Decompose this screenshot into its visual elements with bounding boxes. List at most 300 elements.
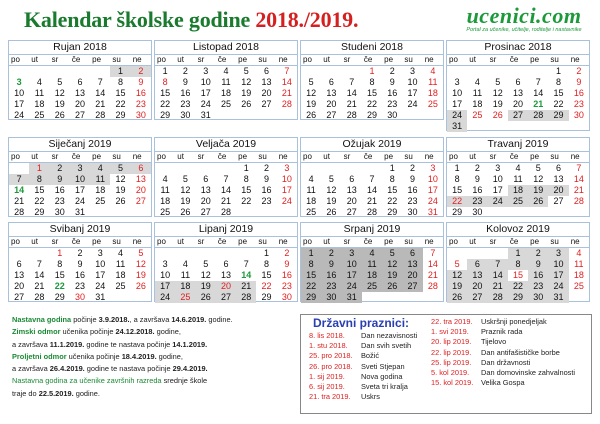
day-cell: 6 — [264, 66, 270, 76]
month-11 — [300, 222, 444, 302]
day-cell: 12 — [180, 185, 191, 195]
weekday-label: ne — [424, 55, 434, 64]
day-cell: 8 — [29, 174, 49, 185]
day-cell: 25 — [220, 99, 231, 109]
empty-day-cell — [155, 248, 175, 259]
day-cell: 1 — [369, 66, 375, 76]
day-grid — [447, 163, 589, 218]
day-cell: 3 — [495, 163, 501, 173]
day-cell: 12 — [447, 270, 467, 281]
weekday-label: ut — [31, 152, 38, 161]
day-cell: 22 — [508, 281, 528, 292]
weekday-label: ne — [132, 152, 142, 161]
day-cell: 21 — [488, 281, 508, 292]
day-cell: 14 — [95, 88, 106, 98]
day-cell: 31 — [200, 110, 211, 120]
day-cell: 8 — [264, 259, 270, 269]
title-text: Kalendar školske godine — [24, 7, 251, 32]
day-cell: 29 — [115, 110, 126, 120]
day-cell: 16 — [135, 88, 146, 98]
day-cell: 4 — [36, 77, 42, 87]
day-cell: 13 — [553, 174, 564, 184]
weekday-label: sr — [489, 237, 497, 246]
day-cell: 12 — [135, 259, 146, 269]
day-cell: 15 — [553, 88, 564, 98]
empty-day-cell — [216, 163, 236, 174]
day-cell: 27 — [346, 207, 357, 217]
day-cell: 30 — [472, 207, 483, 217]
note-line: Nastavna godina za učenike završnih razreda srednje škole — [12, 376, 208, 386]
holiday-name: Sveta tri kralja — [361, 382, 408, 392]
day-cell: 16 — [573, 88, 584, 98]
weekday-label: su — [258, 237, 267, 246]
empty-day-cell — [175, 163, 195, 174]
weekday-label: ut — [177, 237, 184, 246]
day-cell: 28 — [95, 110, 106, 120]
weekday-label: su — [550, 152, 559, 161]
day-cell: 30 — [54, 207, 65, 217]
weekday-label: ut — [323, 55, 330, 64]
day-cell: 21 — [346, 99, 357, 109]
day-cell: 13 — [74, 88, 85, 98]
day-cell: 11 — [472, 88, 483, 98]
month-name: Rujan 2018 — [53, 41, 107, 53]
day-cell: 8 — [162, 77, 168, 87]
weekday-header — [155, 236, 297, 248]
day-cell: 18 — [175, 281, 195, 292]
day-cell: 17 — [74, 185, 85, 195]
day-cell: 22 — [261, 281, 272, 291]
day-cell: 5 — [110, 163, 130, 174]
day-cell: 9 — [321, 259, 341, 270]
day-cell: 10 — [492, 174, 503, 184]
day-cell: 4 — [118, 248, 124, 258]
day-cell: 25 — [34, 110, 45, 120]
day-cell: 14 — [573, 174, 584, 184]
weekday-label: če — [509, 152, 519, 161]
day-cell: 19 — [382, 270, 402, 281]
day-cell: 29 — [387, 207, 398, 217]
weekday-label: če — [509, 237, 519, 246]
day-cell: 27 — [467, 292, 487, 303]
day-cell: 1 — [29, 163, 49, 174]
day-cell: 24 — [407, 99, 418, 109]
day-cell: 14 — [241, 270, 252, 280]
holiday-date: 1. stu 2018. — [309, 341, 348, 351]
day-cell: 1 — [243, 163, 249, 173]
day-cell: 26 — [447, 292, 467, 303]
empty-day-cell — [9, 248, 29, 259]
day-cell: 2 — [77, 248, 83, 258]
month-7 — [300, 137, 444, 217]
day-cell: 12 — [382, 259, 402, 270]
day-cell: 19 — [447, 281, 467, 292]
weekday-label: po — [157, 55, 166, 64]
day-cell: 8 — [389, 174, 395, 184]
day-cell: 5 — [57, 77, 63, 87]
day-cell: 18 — [427, 88, 438, 98]
weekday-label: pe — [238, 55, 248, 64]
day-cell: 12 — [326, 185, 337, 195]
day-cell: 6 — [467, 259, 487, 270]
day-cell: 27 — [508, 110, 528, 121]
day-cell: 3 — [430, 163, 436, 173]
holiday-name: Tijelovo — [481, 337, 507, 347]
day-cell: 28 — [281, 99, 292, 109]
weekday-header — [155, 54, 297, 66]
day-cell: 23 — [467, 196, 487, 207]
day-cell: 8 — [508, 259, 528, 270]
day-cell: 23 — [321, 281, 341, 292]
day-cell: 29 — [366, 110, 377, 120]
day-cell: 19 — [115, 185, 126, 195]
day-cell: 27 — [74, 110, 85, 120]
day-cell: 24 — [342, 281, 362, 292]
day-cell: 11 — [115, 259, 126, 269]
holiday-name: Nova godina — [361, 371, 403, 381]
weekday-label: sr — [51, 55, 59, 64]
day-cell: 7 — [9, 174, 29, 185]
weekday-label: pe — [92, 55, 102, 64]
month-name: Svibanj 2019 — [49, 223, 111, 235]
day-cell: 16 — [180, 88, 191, 98]
day-cell: 24 — [200, 99, 211, 109]
month-name: Prosinac 2018 — [484, 41, 552, 53]
day-cell: 19 — [528, 185, 548, 196]
month-name: Travanj 2019 — [487, 138, 549, 150]
day-cell: 1 — [508, 248, 528, 259]
weekday-label: sr — [51, 237, 59, 246]
day-cell: 4 — [474, 77, 480, 87]
holiday-item — [431, 327, 575, 337]
day-grid — [447, 248, 589, 303]
holiday-item — [431, 358, 575, 368]
month-1 — [8, 40, 152, 120]
weekday-header — [301, 151, 443, 163]
day-cell: 8 — [57, 259, 63, 269]
day-cell: 11 — [34, 88, 45, 98]
day-cell: 10 — [95, 259, 106, 269]
weekday-header — [9, 54, 151, 66]
day-cell: 13 — [200, 185, 211, 195]
day-cell: 22 — [115, 99, 126, 109]
weekday-label: pe — [530, 152, 540, 161]
weekday-label: če — [509, 55, 519, 64]
month-name: Siječanj 2019 — [48, 138, 112, 150]
day-cell: 18 — [95, 185, 106, 195]
day-cell: 11 — [574, 259, 584, 269]
month-name: Srpanj 2019 — [343, 223, 401, 235]
day-grid — [447, 66, 589, 132]
empty-day-cell — [447, 66, 467, 77]
day-cell: 31 — [95, 292, 106, 302]
weekday-label: po — [11, 55, 20, 64]
empty-day-cell — [155, 163, 175, 174]
day-cell: 27 — [553, 196, 564, 206]
day-cell: 15 — [115, 88, 126, 98]
weekday-label: po — [303, 237, 312, 246]
empty-day-cell — [70, 66, 90, 77]
day-cell: 24 — [74, 196, 85, 206]
day-cell: 3 — [70, 163, 90, 174]
day-cell: 16 — [74, 270, 85, 280]
day-cell: 4 — [362, 248, 382, 259]
day-cell: 26 — [492, 110, 503, 120]
month-name: Listopad 2018 — [193, 41, 259, 53]
day-cell: 15 — [452, 185, 463, 195]
day-cell: 4 — [430, 66, 436, 76]
holiday-item — [309, 392, 417, 402]
weekday-label: po — [449, 55, 458, 64]
day-cell: 13 — [467, 270, 487, 281]
holiday-name: Dan domovinske zahvalnosti — [481, 368, 576, 378]
day-cell: 22 — [366, 99, 377, 109]
weekday-label: pe — [530, 55, 540, 64]
day-cell: 17 — [14, 99, 25, 109]
day-cell: 2 — [389, 66, 395, 76]
day-cell: 26 — [135, 281, 146, 291]
day-cell: 27 — [200, 207, 211, 217]
day-cell: 15 — [366, 88, 377, 98]
day-cell: 4 — [308, 174, 314, 184]
holiday-date: 26. pro 2018. — [309, 361, 353, 371]
day-cell: 18 — [34, 99, 45, 109]
day-cell: 22 — [241, 196, 252, 206]
day-cell: 28 — [528, 110, 548, 121]
day-cell: 18 — [508, 185, 528, 196]
day-cell: 17 — [95, 270, 106, 280]
empty-day-cell — [321, 163, 341, 174]
day-cell: 28 — [427, 281, 438, 291]
day-cell: 19 — [241, 88, 252, 98]
day-cell: 16 — [54, 185, 65, 195]
day-cell: 8 — [454, 174, 460, 184]
day-cell: 1 — [556, 66, 562, 76]
day-cell: 24 — [548, 281, 568, 292]
day-cell: 25 — [160, 207, 171, 217]
weekday-label: sr — [343, 152, 351, 161]
holiday-date: 22. tra 2019. — [431, 317, 473, 326]
day-cell: 23 — [74, 281, 85, 291]
month-5 — [8, 137, 152, 217]
day-cell: 11 — [160, 185, 170, 195]
day-cell: 21 — [573, 185, 584, 195]
weekday-label: pe — [92, 237, 102, 246]
empty-day-cell — [467, 66, 487, 77]
weekday-header — [9, 236, 151, 248]
day-cell: 9 — [77, 259, 83, 269]
day-cell: 5 — [138, 248, 144, 258]
day-cell: 11 — [428, 77, 438, 87]
day-cell: 16 — [321, 270, 341, 281]
day-grid — [301, 248, 443, 303]
empty-day-cell — [362, 163, 382, 174]
weekday-label: su — [404, 55, 413, 64]
day-cell: 5 — [328, 174, 334, 184]
weekday-label: pe — [384, 237, 394, 246]
day-cell: 6 — [349, 174, 355, 184]
holiday-date: 15. kol 2019. — [431, 378, 474, 388]
day-cell: 8 — [556, 77, 562, 87]
weekday-label: su — [258, 152, 267, 161]
note-line: Nastavna godina počinje 3.9.2018., a završava 14.6.2019. godine. — [12, 315, 233, 324]
empty-day-cell — [175, 248, 195, 259]
weekday-label: če — [217, 237, 227, 246]
day-cell: 23 — [528, 281, 548, 292]
empty-day-cell — [9, 163, 29, 174]
day-cell: 10 — [452, 88, 463, 98]
day-cell: 19 — [180, 196, 191, 206]
day-cell: 31 — [447, 121, 467, 132]
holiday-item — [431, 368, 575, 378]
day-cell: 12 — [115, 174, 126, 184]
day-cell: 26 — [306, 110, 317, 120]
day-cell: 19 — [326, 196, 337, 206]
day-cell: 13 — [326, 88, 337, 98]
weekday-label: sr — [197, 55, 205, 64]
day-cell: 18 — [115, 270, 126, 280]
empty-day-cell — [90, 66, 110, 77]
weekday-label: su — [112, 55, 121, 64]
weekday-header — [155, 151, 297, 163]
month-4 — [446, 40, 590, 131]
weekday-label: ut — [469, 237, 476, 246]
day-cell: 28 — [488, 292, 508, 303]
day-cell: 27 — [402, 281, 422, 292]
month-8 — [446, 137, 590, 217]
day-cell: 15 — [387, 185, 398, 195]
day-cell: 29 — [548, 110, 568, 121]
month-2 — [154, 40, 298, 120]
weekday-label: ut — [31, 237, 38, 246]
day-cell: 11 — [180, 270, 191, 280]
holiday-item — [309, 341, 417, 351]
day-cell: 28 — [573, 196, 584, 206]
title-year: 2018./2019. — [255, 7, 359, 32]
holiday-name: Božić — [361, 351, 380, 361]
weekday-label: ut — [31, 55, 38, 64]
day-cell: 9 — [50, 174, 70, 185]
day-cell: 3 — [548, 248, 568, 259]
holiday-name: Dan nezavisnosti — [361, 331, 418, 340]
note-line: traje do 22.5.2019. godine. — [12, 388, 100, 398]
day-cell: 28 — [236, 292, 256, 303]
day-cell: 29 — [508, 292, 528, 303]
day-cell: 24 — [95, 281, 106, 291]
day-cell: 12 — [492, 88, 503, 98]
day-cell: 15 — [512, 270, 523, 280]
day-cell: 18 — [362, 270, 382, 281]
day-cell: 25 — [573, 281, 584, 291]
day-cell: 16 — [407, 185, 418, 195]
site-logo[interactable] — [454, 5, 594, 34]
day-cell: 20 — [216, 281, 236, 292]
day-cell: 17 — [452, 99, 463, 109]
day-cell: 17 — [155, 281, 175, 292]
day-cell: 17 — [548, 270, 568, 281]
holidays-title: Državni praznici: — [313, 316, 410, 330]
day-cell: 1 — [264, 248, 270, 258]
holiday-date: 6. sij 2019. — [309, 382, 345, 392]
day-cell: 20 — [200, 196, 211, 206]
empty-day-cell — [321, 66, 341, 77]
holiday-date: 1. sij 2019. — [309, 371, 345, 381]
holiday-item — [431, 337, 575, 347]
day-cell: 10 — [200, 77, 211, 87]
day-cell: 30 — [180, 110, 191, 120]
day-grid — [155, 248, 297, 303]
day-cell: 20 — [512, 99, 523, 109]
day-cell: 30 — [281, 292, 292, 302]
weekday-label: ne — [278, 152, 288, 161]
holiday-date: 25. lip 2019. — [431, 357, 472, 367]
weekday-label: ne — [570, 152, 580, 161]
day-cell: 28 — [34, 292, 45, 302]
day-cell: 25 — [306, 207, 317, 217]
day-cell: 21 — [236, 281, 256, 292]
weekday-label: pe — [384, 55, 394, 64]
day-cell: 2 — [528, 248, 548, 259]
day-cell: 25 — [175, 292, 195, 303]
weekday-label: po — [449, 152, 458, 161]
day-cell: 17 — [200, 88, 211, 98]
day-cell: 14 — [14, 185, 25, 195]
day-cell: 29 — [160, 110, 171, 120]
holiday-item — [309, 351, 417, 361]
day-cell: 17 — [407, 88, 418, 98]
weekday-header — [9, 151, 151, 163]
empty-day-cell — [528, 66, 548, 77]
day-cell: 6 — [556, 163, 562, 173]
day-cell: 29 — [54, 292, 65, 302]
day-cell: 30 — [407, 207, 418, 217]
day-cell: 24 — [155, 292, 175, 303]
holiday-item — [431, 348, 575, 358]
weekday-label: pe — [92, 152, 102, 161]
logo-tagline: Portal za učenike, učitelje, roditelje i nastavnike — [466, 27, 582, 33]
weekday-label: ne — [278, 55, 288, 64]
day-cell: 13 — [14, 270, 25, 280]
weekday-label: su — [404, 237, 413, 246]
day-cell: 5 — [243, 66, 249, 76]
weekday-label: su — [112, 237, 121, 246]
day-cell: 28 — [14, 207, 25, 217]
day-cell: 1 — [454, 163, 460, 173]
month-10 — [154, 222, 298, 302]
day-cell: 19 — [196, 281, 216, 292]
day-cell: 6 — [77, 77, 83, 87]
day-cell: 3 — [454, 77, 460, 87]
day-cell: 5 — [535, 163, 541, 173]
day-cell: 2 — [474, 163, 480, 173]
day-cell: 6 — [515, 77, 521, 87]
day-cell: 6 — [203, 174, 209, 184]
holidays-box — [300, 314, 592, 414]
weekday-label: če — [363, 237, 373, 246]
day-cell: 7 — [488, 259, 508, 270]
day-cell: 1 — [301, 248, 321, 259]
day-cell: 1 — [110, 66, 130, 77]
day-cell: 12 — [54, 88, 65, 98]
day-cell: 31 — [342, 292, 362, 303]
weekday-label: su — [112, 152, 121, 161]
day-cell: 24 — [14, 110, 25, 120]
day-cell: 29 — [301, 292, 321, 303]
holiday-name: Uskršnji ponedjeljak — [481, 317, 547, 326]
day-cell: 20 — [135, 185, 146, 195]
day-cell: 23 — [387, 99, 398, 109]
holiday-date: 1. svi 2019. — [431, 327, 469, 337]
